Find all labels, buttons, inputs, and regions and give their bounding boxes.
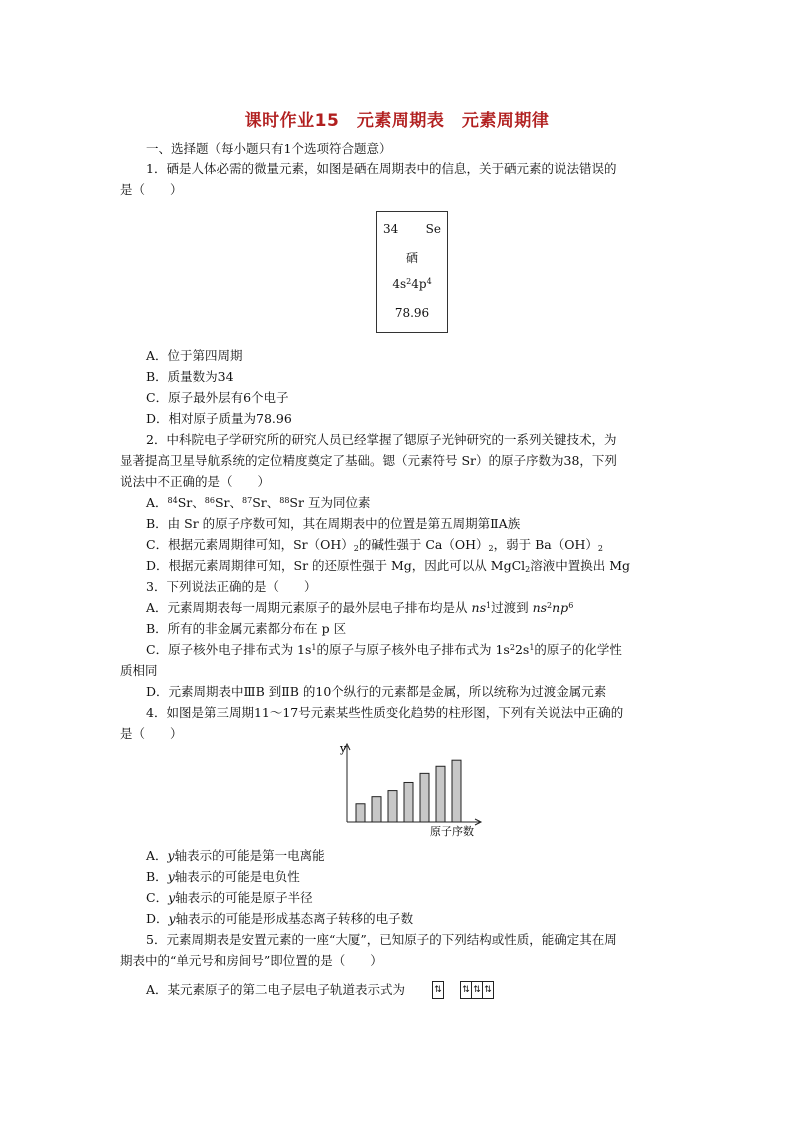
electron-config: $4s^24p^4$ <box>392 277 432 291</box>
q1-stem-line1: 1．硒是人体必需的微量元素，如图是硒在周期表中的信息，关于硒元素的说法错误的 <box>146 161 617 176</box>
q3-option-d: D．元素周期表中ⅢB 到ⅡB 的10个纵行的元素都是金属，所以统称为过渡金属元素 <box>146 684 607 699</box>
q5-option-a: A．某元素原子的第二电子层电子轨道表示式为 <box>146 982 406 997</box>
q3-option-a: A．元素周期表每一周期元素原子的最外层电子排布均是从 $ns^1$过渡到 $ns^2np^6$ <box>146 600 574 615</box>
atomic-mass: 78.96 <box>394 306 430 320</box>
orbital-up-down-arrows-icon: ⇅ <box>434 985 442 995</box>
bar-16 <box>436 766 445 822</box>
q4-stem-line2: 是（ ） <box>120 726 183 741</box>
q4-option-a: A．y轴表示的可能是第一电离能 <box>146 848 325 863</box>
orbital-up-down-arrows-icon: ⇅ <box>461 982 472 998</box>
q2-option-d: D．根据元素周期律可知，Sr 的还原性强于 Mg，因此可以从 MgCl$_2$溶液中置换出 Mg <box>146 558 631 574</box>
orbital-up-down-arrows-icon: ⇅ <box>484 985 492 995</box>
bar-12 <box>372 797 381 822</box>
x-axis-label: 原子序数 <box>430 825 474 838</box>
q2-stem-line2: 显著提高卫星导航系统的定位精度奠定了基础。锶（元素符号 Sr）的原子序数为38，下列 <box>120 453 617 468</box>
bar-15 <box>420 773 429 822</box>
q3-option-c: C．原子核外电子排布式为 $1s^1$的原子与原子核外电子排布式为 $1s^22s^1$的原子的化学性 <box>146 642 622 657</box>
q1-option-c: C．原子最外层有6个电子 <box>146 390 289 405</box>
trend-bar-chart <box>335 742 485 838</box>
q2-stem-line1: 2．中科院电子学研究所的研究人员已经掌握了锶原子光钟研究的一系列关键技术，为 <box>146 432 617 447</box>
q5-stem-line1: 5．元素周期表是安置元素的一座“大厦”，已知原子的下列结构或性质，能确定其在周 <box>146 932 617 947</box>
y-axis-label: y <box>340 742 347 755</box>
element-symbol: Se <box>425 222 441 236</box>
q4-stem-line1: 4．如图是第三周期11～17号元素某些性质变化趋势的柱形图，下列有关说法中正确的 <box>146 705 624 720</box>
page-title: 课时作业15 元素周期表 元素周期律 <box>244 111 550 131</box>
q2-option-b: B．由 Sr 的原子序数可知，其在周期表中的位置是第五周期第ⅡA族 <box>146 516 521 531</box>
q1-stem-line2: 是（ ） <box>120 182 183 197</box>
orbital-up-down-arrows-icon: ⇅ <box>472 982 483 998</box>
q2-option-a: A．$^{84}$Sr、$^{86}$Sr、$^{87}$Sr、$^{88}$Sr 互为同位素 <box>146 495 371 510</box>
q5-stem-line2: 期表中的“单元号和房间号”即位置的是（ ） <box>120 953 383 968</box>
atomic-number: 34 <box>383 222 399 236</box>
bar-14 <box>404 782 413 822</box>
bar-13 <box>388 791 397 822</box>
bar-11 <box>356 804 365 822</box>
q4-option-c: C．y轴表示的可能是原子半径 <box>146 890 313 905</box>
bar-17 <box>452 760 461 822</box>
selenium-element-tile <box>376 211 448 333</box>
q4-option-d: D．y轴表示的可能是形成基态离子转移的电子数 <box>146 911 414 926</box>
q3-option-b: B．所有的非金属元素都分布在 p 区 <box>146 621 347 636</box>
q2-option-c: C．根据元素周期律可知，$Sr(OH)_2$的碱性强于 $Ca(OH)_2$，弱于 $Ba(OH)_2$ <box>146 537 603 553</box>
q1-option-b: B．质量数为34 <box>146 369 234 384</box>
section-heading: 一、选择题（每小题只有1个选项符合题意） <box>146 141 392 156</box>
q3-stem: 3．下列说法正确的是（ ） <box>146 579 317 594</box>
element-name: 硒 <box>405 251 418 265</box>
orbital-box-2p <box>460 981 494 999</box>
q4-option-b: B．y轴表示的可能是电负性 <box>146 869 300 884</box>
q2-stem-line3: 说法中不正确的是（ ） <box>120 474 271 489</box>
q1-option-a: A．位于第四周期 <box>146 348 243 363</box>
orbital-box-2s <box>432 981 444 999</box>
q3-option-c-line2: 质相同 <box>120 663 158 678</box>
q1-option-d: D．相对原子质量为78.96 <box>146 411 292 426</box>
